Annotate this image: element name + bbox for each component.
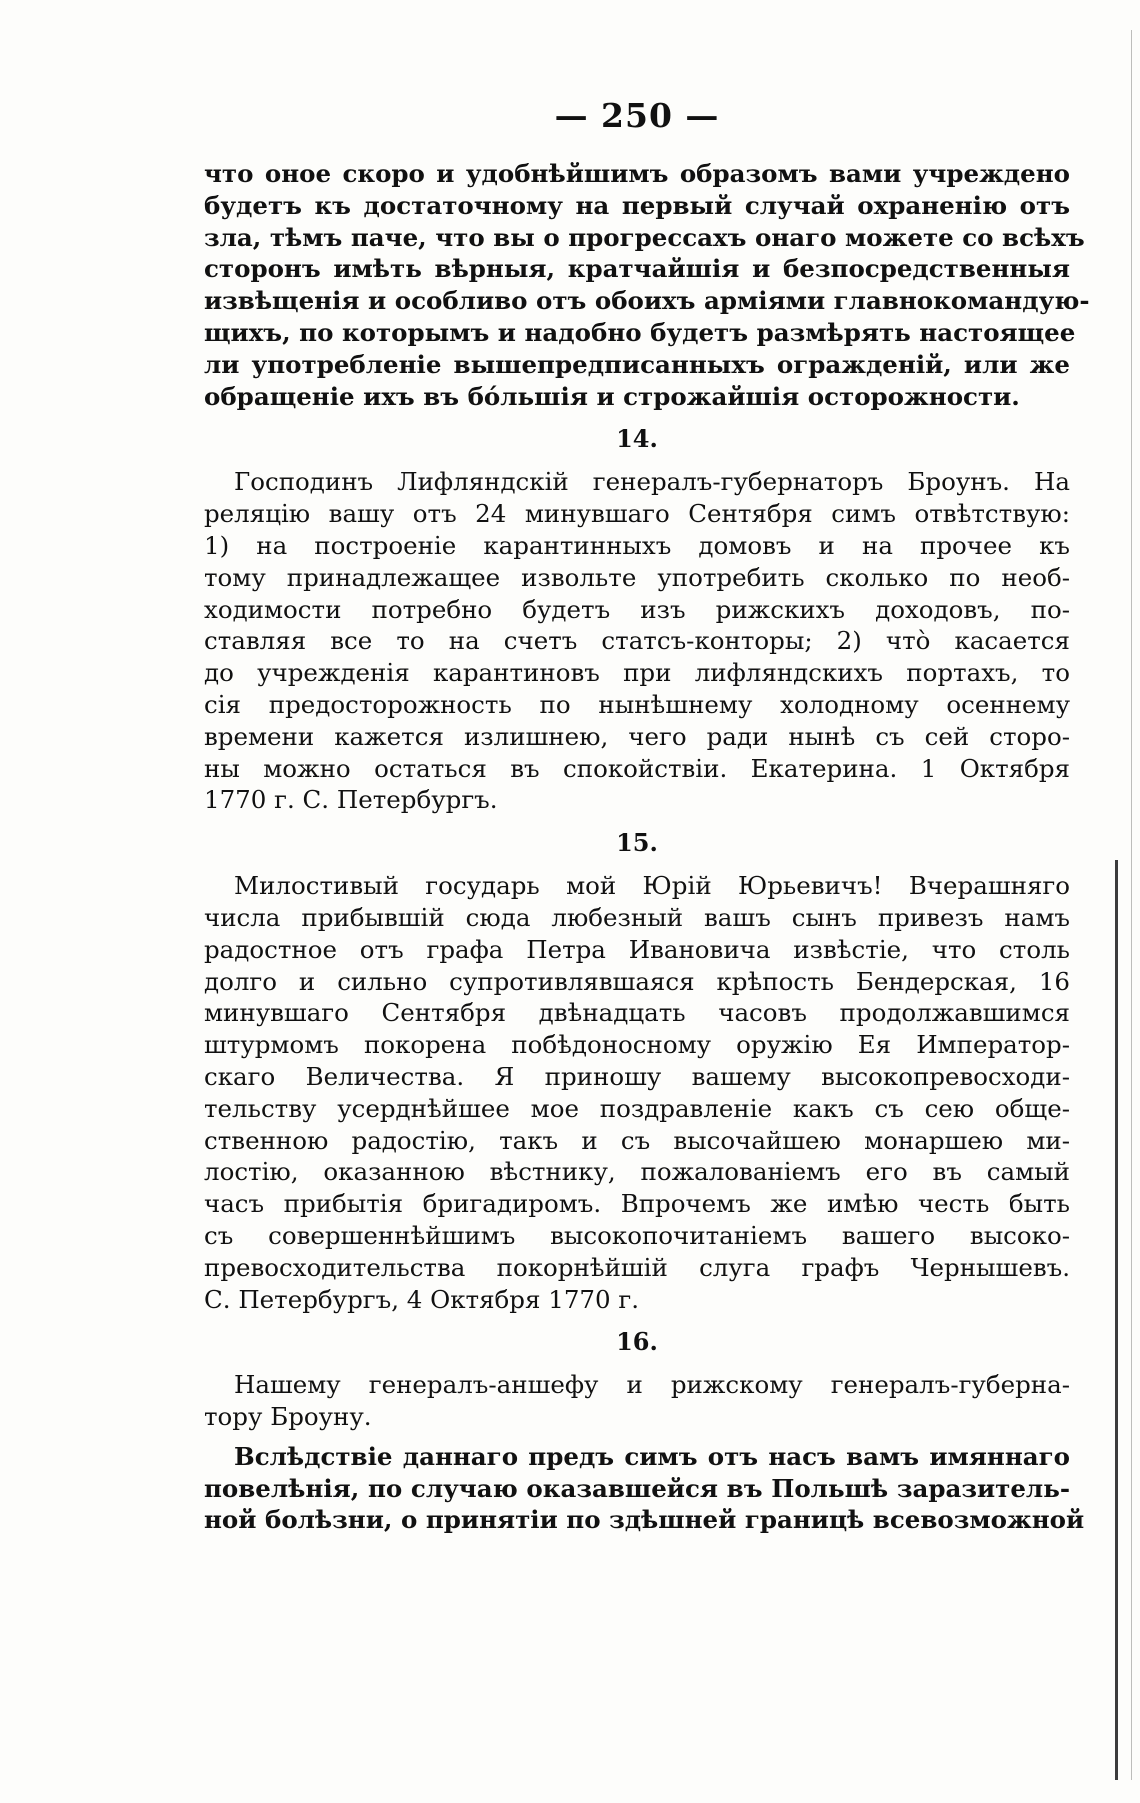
text-line: часъ прибытія бригадиромъ. Впрочемъ же имѣю честь быть xyxy=(204,1189,1070,1219)
text-line: 1770 г. С. Петербургъ. xyxy=(204,785,498,815)
text-line: повелѣнія, по случаю оказавшейся въ Польшѣ заразитель- xyxy=(204,1473,1070,1503)
section-16-text xyxy=(204,1441,1085,1536)
text-line: Господинъ Лифляндскій генералъ-губернаторъ Броунъ. На xyxy=(234,467,1070,497)
text-line: 1) на построеніе карантинныхъ домовъ и на прочее къ xyxy=(204,530,1070,560)
text-line: извѣщенія и особливо отъ обоихъ арміями главнокомандую- xyxy=(204,286,1090,316)
text-line: что оное скоро и удобнѣйшимъ образомъ вами учреждено xyxy=(204,159,1070,188)
text-line: зла, тѣмъ паче, что вы о прогрессахъ онаго можете со всѣхъ xyxy=(204,222,1085,252)
text-line: сторонъ имѣть вѣрныя, кратчайшія и безпосредственныя xyxy=(204,254,1070,284)
text-block xyxy=(204,96,1090,1536)
text-line: минувшаго Сентября двѣнадцать часовъ продолжавшимся xyxy=(204,998,1070,1028)
text-line: ставляя все то на счетъ статсъ-конторы; 2) что̀ касается xyxy=(204,626,1070,656)
binding-edge-line xyxy=(1115,860,1118,1780)
text-line: Нашему генералъ-аншефу и рижскому генералъ-губерна- xyxy=(234,1370,1070,1400)
text-line: ли употребленіе вышепредписанныхъ огражденій, или же xyxy=(204,349,1070,379)
section-number-16: 16. xyxy=(616,1327,658,1357)
section-15-text xyxy=(204,870,1070,1315)
section-number-15: 15. xyxy=(616,828,658,858)
text-line: превосходительства покорнѣйшій слуга графъ Чернышевъ. xyxy=(204,1252,1070,1282)
text-line: радостное отъ графа Петра Ивановича извѣстіе, что столь xyxy=(204,934,1070,964)
text-line: тому принадлежащее извольте употребить сколько по необ- xyxy=(204,562,1070,592)
text-line: долго и сильно супротивлявшаяся крѣпость Бендерская, 16 xyxy=(204,966,1070,996)
paragraph-continued xyxy=(204,158,1090,412)
text-line: ходимости потребно будетъ изъ рижскихъ доходовъ, по- xyxy=(204,594,1070,624)
text-line: щихъ, по которымъ и надобно будетъ размѣрять настоящее xyxy=(204,317,1076,347)
text-line: С. Петербургъ, 4 Октября 1770 г. xyxy=(204,1284,639,1314)
text-line: Милостивый государь мой Юрій Юрьевичъ! Вчерашняго xyxy=(234,871,1070,901)
text-line: скаго Величества. Я приношу вашему высокопревосходи- xyxy=(204,1061,1070,1091)
section-14-text xyxy=(204,466,1070,816)
text-line: Вслѣдствіе даннаго предъ симъ отъ насъ вамъ имяннаго xyxy=(234,1441,1070,1471)
text-line: съ совершеннѣйшимъ высокопочитаніемъ вашего высоко- xyxy=(204,1220,1070,1250)
text-line: ной болѣзни, о принятіи по здѣшней границѣ всевозможной xyxy=(204,1505,1085,1535)
text-line: времени кажется излишнею, чего ради нынѣ съ сей сторо- xyxy=(204,721,1070,751)
text-line: реляцію вашу отъ 24 минувшаго Сентября симъ отвѣтствую: xyxy=(204,499,1070,529)
text-line: штурмомъ покорена побѣдоносному оружію Ея Император- xyxy=(204,1030,1070,1060)
text-line: будетъ къ достаточному на первый случай охраненію отъ xyxy=(204,190,1070,220)
text-line: тору Броуну. xyxy=(204,1402,372,1432)
text-line: обращеніе ихъ въ бо́льшія и строжайшія осторожности. xyxy=(204,381,1020,411)
text-line: ственною радостію, такъ и съ высочайшею монаршею ми- xyxy=(204,1125,1070,1155)
section-number-14: 14. xyxy=(616,424,658,454)
section-16-address xyxy=(204,1369,1070,1433)
page-edge-line xyxy=(1131,30,1132,1780)
text-line: числа прибывшій сюда любезный вашъ сынъ привезъ намъ xyxy=(204,902,1070,932)
text-line: тельству усерднѣйшее мое поздравленіе какъ съ сею обще- xyxy=(204,1093,1070,1123)
text-line: лостію, оказанною вѣстнику, пожалованіемъ его въ самый xyxy=(204,1157,1070,1187)
text-line: сія предосторожность по нынѣшнему холодному осеннему xyxy=(204,689,1070,719)
page-number: — 250 — xyxy=(554,96,720,135)
text-line: до учрежденія карантиновъ при лифляндскихъ портахъ, то xyxy=(204,658,1070,688)
text-line: ны можно остаться въ спокойствіи. Екатерина. 1 Октября xyxy=(204,753,1070,783)
